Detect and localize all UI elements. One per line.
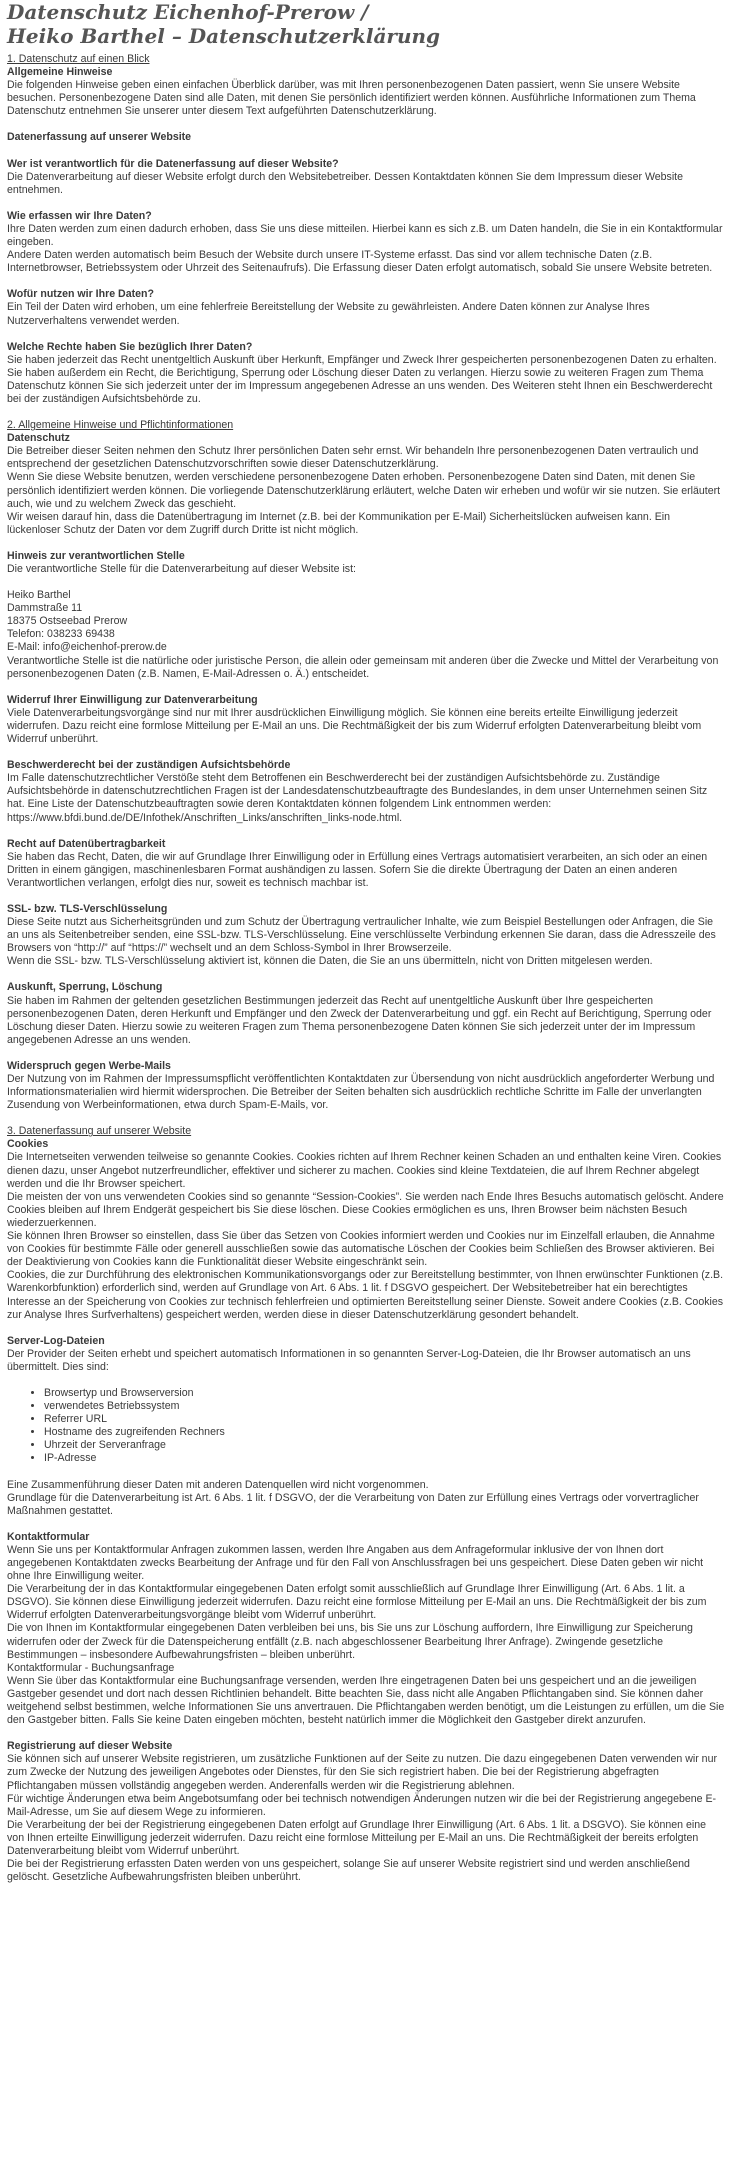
list-item: • Browsertyp und Browserversion: [44, 1387, 726, 1400]
heading-contact-form: Kontaktformular: [7, 1530, 90, 1543]
heading-what-for: Wofür nutzen wir Ihre Daten?: [7, 288, 154, 301]
section-heading-1: 1. Datenschutz auf einen Blick: [7, 53, 150, 65]
text-portability: Sie haben das Recht, Daten, die wir auf Grundlage Ihrer Einwilligung oder in Erfüllung eines Vertrags automatisiert verarbeiten, an sich oder an einen Dritten in einem gängigen, maschinenlesbaren Format aushändigen zu lassen. Sofern Sie die direkte Übertragung der Daten an einen anderen Verantwortlichen verlangen, erfolgt dies nur, soweit es technisch machbar ist.: [7, 850, 708, 889]
list-item: • verwendetes Betriebssystem: [44, 1400, 726, 1413]
heading-privacy: Datenschutz: [7, 432, 70, 445]
heading-portability: Recht auf Datenübertragbarkeit: [7, 837, 166, 850]
text-ssl: Diese Seite nutzt aus Sicherheitsgründen und zum Schutz der Übertragung vertraulicher Inhalte, wie zum Beispiel Bestellungen oder Anfragen, die Sie an uns als Seitenbetreiber senden, eine SSL-bzw. TLS-Verschlüsselung. Eine verschlüsselte Verbindung erkennen Sie daran, dass die Adresszeile des Browsers von “http://” auf “https://” wechselt und an dem Schloss-Symbol in Ihrer Browserzeile. Wenn die SSL- bzw. TLS-Verschlüsselung aktiviert ist, können die Daten, die Sie an uns übermitteln, nicht von Dritten mitgelesen werden.: [7, 916, 716, 968]
text-complaint: Im Falle datenschutzrechtlicher Verstöße steht dem Betroffenen ein Beschwerderecht bei der zuständigen Aufsichtsbehörde zu. Zuständige Aufsichtsbehörde in datenschutzrechtlichen Fragen ist der Landesdatenschutzbeauftragte des Bundeslandes, in dem unser Unternehmen seinen Sitz hat. Eine Liste der Datenschutzbeauftragten sowie deren Kontaktdaten können folgendem Link entnommen werden: https://www.bfdi.bund.de/DE/Infothek/Anschriften_Links/anschriften_links-node.html.: [7, 772, 708, 824]
text-ad-mail: Der Nutzung von im Rahmen der Impressumspflicht veröffentlichten Kontaktdaten zur Übersendung von nicht ausdrücklich angeforderter Werbung und Informationsmaterialien wird hiermit widersprochen. Die Betreiber der Seiten behalten sich ausdrücklich rechtliche Schritte im Falle der unverlangten Zusendung von Werbeinformationen, etwa durch Spam-E-Mails, vor.: [7, 1073, 715, 1112]
text-your-rights: Sie haben jederzeit das Recht unentgeltlich Auskunft über Herkunft, Empfänger und Zweck Ihrer gespeicherten personenbezogenen Daten zu erhalten. Sie haben außerdem ein Recht, die Berichtigung, Sperrung oder Löschung dieser Daten zu verlangen. Hierzu sowie zu weiteren Fragen zum Thema Datenschutz können Sie sich jederzeit unter der im Impressum angegebenen Adresse an uns wenden. Des Weiteren steht Ihnen ein Beschwerderecht bei der zuständigen Aufsichtsbehörde zu.: [7, 353, 717, 405]
text-contact-form: Wenn Sie uns per Kontaktformular Anfragen zukommen lassen, werden Ihre Angaben aus dem Anfrageformular inklusive der von Ihnen dort angegebenen Kontaktdaten zwecks Bearbeitung der Anfrage und für den Fall von Anschlussfragen bei uns gespeichert. Diese Daten geben wir nicht ohne Ihre Einwilligung weiter. Die Verarbeitung der in das Kontaktformular eingegebenen Daten erfolgt somit ausschließlich auf Grundlage Ihrer Einwilligung (Art. 6 Abs. 1 lit. a DSGVO). Sie können diese Einwilligung jederzeit widerrufen. Dazu reicht eine formlose Mitteilung per E-Mail an uns. Die Rechtmäßigkeit der bis zum Widerruf erfolgten Datenverarbeitungsvorgänge bleibt vom Widerruf unberührt. Die von Ihnen im Kontaktformular eingegebenen Daten verbleiben bei uns, bis Sie uns zur Löschung auffordern, Ihre Einwilligung zur Speicherung widerrufen oder der Zweck für die Datenspeicherung entfällt (z.B. nach abgeschlossener Bearbeitung Ihrer Anfrage). Zwingende gesetzliche Bestimmungen – insbesondere Aufbewahrungsfristen – bleiben unberührt. Kontaktformular - Buchungsanfrage Wenn Sie über das Kontaktformular eine Buchungsanfrage versenden, werden Ihre eingetragenen Daten bei uns gespeichert und an die jeweiligen Gastgeber gesendet und dort nach dessen Richtlinien behandelt. Bitte beachten Sie, dass nicht alle Angaben Pflichtangaben sind. Sie können daher weitgehend selbst bestimmen, welche Informationen Sie uns anvertrauen. Die Pflichtangaben werden benötigt, um die Leistungen zu erfüllen, um die Sie den Gastgeber bitten. Falls Sie keine Daten eingeben möchten, besteht natürlich immer die Möglichkeit den Gastgeber direkt anzurufen.: [7, 1543, 725, 1727]
text-general-notes: Die folgenden Hinweise geben einen einfachen Überblick darüber, was mit Ihren personenbezogenen Daten passiert, wenn Sie unsere Website besuchen. Personenbezogene Daten sind alle Daten, mit denen Sie persönlich identifiziert werden können. Ausführliche Informationen zum Thema Datenschutz entnehmen Sie unserer unter diesem Text aufgeführten Datenschutzerklärung.: [7, 79, 696, 118]
section-heading-2: 2. Allgemeine Hinweise und Pflichtinformationen: [7, 419, 234, 432]
address-name: Heiko Barthel: [7, 589, 71, 602]
heading-data-collection: Datenerfassung auf unserer Website: [7, 131, 192, 144]
address-phone: Telefon: 038233 69438: [7, 628, 115, 641]
list-item: • Hostname des zugreifenden Rechners: [44, 1426, 726, 1439]
heading-information-rights: Auskunft, Sperrung, Löschung: [7, 981, 163, 994]
text-how-collect: Ihre Daten werden zum einen dadurch erhoben, dass Sie uns diese mitteilen. Hierbei kann es sich z.B. um Daten handeln, die Sie in ein Kontaktformular eingeben. Andere Daten werden automatisch beim Besuch der Website durch unsere IT-Systeme erfasst. Das sind vor allem technische Daten (z.B. Internetbrowser, Betriebssystem oder Uhrzeit des Seitenaufrufs). Die Erfassung dieser Daten erfolgt automatisch, sobald Sie unsere Website betreten.: [7, 222, 723, 275]
heading-your-rights: Welche Rechte haben Sie bezüglich Ihrer Daten?: [7, 340, 253, 353]
heading-cookies: Cookies: [7, 1138, 49, 1151]
heading-complaint: Beschwerderecht bei der zuständigen Aufsichtsbehörde: [7, 759, 291, 772]
text-cookies: Die Internetseiten verwenden teilweise so genannte Cookies. Cookies richten auf Ihrem Rechner keinen Schaden an und enthalten keine Viren. Cookies dienen dazu, unser Angebot nutzerfreundlicher, effektiver und sicherer zu machen. Cookies sind kleine Textdateien, die auf Ihrem Rechner abgelegt werden und die Ihr Browser speichert. Die meisten der von uns verwendeten Cookies sind so genannte “Session-Cookies”. Sie werden nach Ende Ihres Besuchs automatisch gelöscht. Andere Cookies bleiben auf Ihrem Endgerät gespeichert bis Sie diese löschen. Diese Cookies ermöglichen es uns, Ihren Browser beim nächsten Besuch wiederzuerkennen. Sie können Ihren Browser so einstellen, dass Sie über das Setzen von Cookies informiert werden und Cookies nur im Einzelfall erlauben, die Annahme von Cookies für bestimmte Fälle oder generell ausschließen sowie das automatische Löschen der Cookies beim Schließen des Browser aktivieren. Bei der Deaktivierung von Cookies kann die Funktionalität dieser Website eingeschränkt sein. Cookies, die zur Durchführung des elektronischen Kommunikationsvorgangs oder zur Bereitstellung bestimmter, von Ihnen erwünschter Funktionen (z.B. Warenkorbfunktion) erforderlich sind, werden auf Grundlage von Art. 6 Abs. 1 lit. f DSGVO gespeichert. Der Websitebetreiber hat ein berechtigtes Interesse an der Speicherung von Cookies zur technisch fehlerfreien und optimierten Bereitstellung seiner Dienste. Soweit andere Cookies (z.B. Cookies zur Analyse Ihres Surfverhaltens) gespeichert werden, werden diese in dieser Datenschutzerklärung gesondert behandelt.: [7, 1151, 724, 1321]
section-data-collection: [7, 1125, 726, 1884]
heading-general-notes: Allgemeine Hinweise: [7, 66, 113, 79]
list-item: • Referrer URL: [44, 1413, 726, 1426]
heading-responsible-party: Hinweis zur verantwortlichen Stelle: [7, 549, 185, 562]
list-item: • IP-Adresse: [44, 1452, 726, 1465]
text-server-logs-end: Eine Zusammenführung dieser Daten mit anderen Datenquellen wird nicht vorgenommen. Grundlage für die Datenverarbeitung ist Art. 6 Abs. 1 lit. f DSGVO, der die Verarbeitung von Daten zur Erfüllung eines Vertrags oder vorvertraglicher Maßnahmen gestattet.: [7, 1478, 699, 1517]
section-heading-3: 3. Datenerfassung auf unserer Website: [7, 1125, 192, 1138]
text-registration: Sie können sich auf unserer Website registrieren, um zusätzliche Funktionen auf der Seite zu nutzen. Die dazu eingegebenen Daten verwenden wir nur zum Zwecke der Nutzung des jeweiligen Angebotes oder Dienstes, für den Sie sich registriert haben. Die bei der Registrierung abgefragten Pflichtangaben müssen vollständig angegeben werden. Anderenfalls werden wir die Registrierung ablehnen. Für wichtige Änderungen etwa beim Angebotsumfang oder bei technisch notwendigen Änderungen nutzen wir die bei der Registrierung angegebene E-Mail-Adresse, um Sie auf diesem Wege zu informieren. Die Verarbeitung der bei der Registrierung eingegebenen Daten erfolgt auf Grundlage Ihrer Einwilligung (Art. 6 Abs. 1 lit. a DSGVO). Sie können eine von Ihnen erteilte Einwilligung jederzeit widerrufen. Dazu reicht eine formlose Mitteilung per E-Mail an uns. Die Rechtmäßigkeit der bereits erfolgten Datenverarbeitung bleibt vom Widerruf unberührt. Die bei der Registrierung erfassten Daten werden von uns gespeichert, solange Sie auf unserer Website registriert sind und werden anschließend gelöscht. Gesetzliche Aufbewahrungsfristen bleiben unberührt.: [7, 1753, 717, 1884]
page-header: [7, 0, 726, 48]
section-general-info: [7, 419, 726, 1112]
text-what-for: Ein Teil der Daten wird erhoben, um eine fehlerfreie Bereitstellung der Website zu gewährleisten. Andere Daten können zur Analyse Ihres Nutzerverhaltens verwendet werden.: [7, 301, 650, 327]
heading-who-responsible: Wer ist verantwortlich für die Datenerfassung auf dieser Website?: [7, 157, 339, 170]
section-overview: [7, 53, 726, 406]
address-block: [7, 589, 726, 654]
text-responsible-intro: Die verantwortliche Stelle für die Datenverarbeitung auf dieser Website ist:: [7, 563, 356, 575]
address-email: E-Mail: info@eichenhof-prerow.de: [7, 641, 167, 654]
page-title-line-1: Datenschutz Eichenhof-Prerow /: [7, 0, 369, 24]
text-who-responsible: Die Datenverarbeitung auf dieser Website erfolgt durch den Websitebetreiber. Dessen Kontaktdaten können Sie dem Impressum dieser Website entnehmen.: [7, 170, 684, 196]
heading-registration: Registrierung auf dieser Website: [7, 1740, 173, 1753]
list-item: • Uhrzeit der Serveranfrage: [44, 1439, 726, 1452]
address-city: 18375 Ostseebad Prerow: [7, 615, 128, 628]
text-server-logs: Der Provider der Seiten erhebt und speichert automatisch Informationen in so genannten Server-Log-Dateien, die Ihr Browser automatisch an uns übermittelt. Dies sind:: [7, 1347, 691, 1373]
server-log-list: [7, 1387, 726, 1466]
text-information-rights: Sie haben im Rahmen der geltenden gesetzlichen Bestimmungen jederzeit das Recht auf unentgeltliche Auskunft über Ihre gespeicherten personenbezogenen Daten, deren Herkunft und Empfänger und den Zweck der Datenverarbeitung und ggf. ein Recht auf Berichtigung, Sperrung oder Löschung dieser Daten. Hierzu sowie zu weiteren Fragen zum Thema personenbezogene Daten können Sie sich jederzeit unter der im Impressum angegebenen Adresse an uns wenden.: [7, 994, 712, 1046]
text-privacy: Die Betreiber dieser Seiten nehmen den Schutz Ihrer persönlichen Daten sehr ernst. Wir behandeln Ihre personenbezogenen Daten vertraulich und entsprechend der gesetzlichen Datenschutzvorschriften sowie dieser Datenschutzerklärung. Wenn Sie diese Website benutzen, werden verschiedene personenbezogene Daten erhoben. Personenbezogene Daten sind Daten, mit denen Sie persönlich identifiziert werden können. Die vorliegende Datenschutzerklärung erläutert, welche Daten wir erheben und wofür wir sie nutzen. Sie erläutert auch, wie und zu welchem Zweck das geschieht. Wir weisen darauf hin, dass die Datenübertragung im Internet (z.B. bei der Kommunikation per E-Mail) Sicherheitslücken aufweisen kann. Ein lückenloser Schutz der Daten vor dem Zugriff durch Dritte ist nicht möglich.: [7, 445, 721, 536]
address-street: Dammstraße 11: [7, 602, 83, 615]
heading-how-collect: Wie erfassen wir Ihre Daten?: [7, 209, 152, 222]
heading-ssl: SSL- bzw. TLS-Verschlüsselung: [7, 902, 168, 915]
page-title-line-2: Heiko Barthel – Datenschutzerklärung: [7, 24, 441, 48]
text-revocation: Viele Datenverarbeitungsvorgänge sind nur mit Ihrer ausdrücklichen Einwilligung möglich. Sie können eine bereits erteilte Einwilligung jederzeit widerrufen. Dazu reicht eine formlose Mitteilung per E-Mail an uns. Die Rechtmäßigkeit der bis zum Widerruf erfolgten Datenverarbeitung bleibt vom Widerruf unberührt.: [7, 706, 702, 746]
heading-ad-mail: Widerspruch gegen Werbe-Mails: [7, 1059, 171, 1072]
heading-revocation: Widerruf Ihrer Einwilligung zur Datenverarbeitung: [7, 693, 258, 706]
text-responsible-definition: Verantwortliche Stelle ist die natürliche oder juristische Person, die allein oder gemeinsam mit anderen über die Zwecke und Mittel der Verarbeitung von personenbezogenen Daten (z.B. Namen, E-Mail-Adressen o. Ä.) entscheidet.: [7, 654, 719, 680]
heading-server-logs: Server-Log-Dateien: [7, 1334, 105, 1347]
